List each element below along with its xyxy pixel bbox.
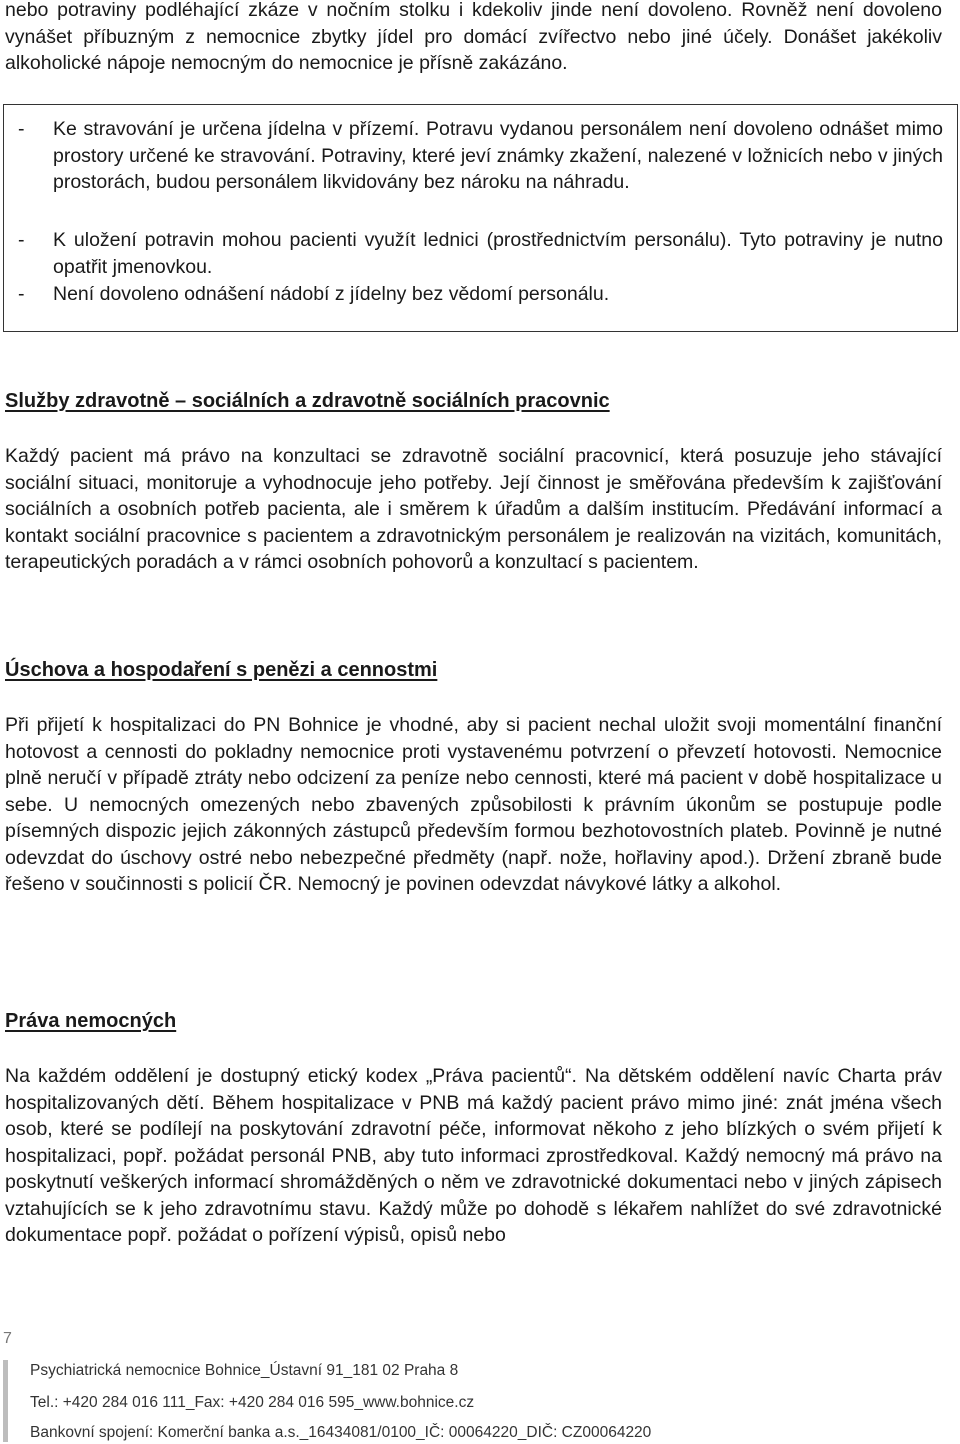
footer-bar (3, 1360, 8, 1442)
footer-address: Psychiatrická nemocnice Bohnice_Ústavní 91_181 02 Praha 8 (30, 1362, 459, 1379)
section-heading: Práva nemocných (5, 1010, 177, 1032)
section-heading: Služby zdravotně – sociálních a zdravotně sociálních pracovnic (5, 390, 610, 412)
box-bullet: - Není dovoleno odnášení nádobí z jídelny bez vědomí personálu. (18, 283, 610, 305)
footer-bank: Bankovní spojení: Komerční banka a.s._16434081/0100_IČ: 00064220_DIČ: CZ00064220 (30, 1424, 652, 1441)
box-bullet: - Ke stravování je určena jídelna v přízemí. Potravu vydanou personálem není dovoleno odnášet mimo prostory určené ke stravování. Potraviny, které jeví známky zkažení, nalezené v ložnicích nebo v jiných prostorách, budou personálem likvidovány bez nároku na náhradu. (18, 118, 943, 193)
page-number: 7 (3, 1330, 12, 1347)
section-body: Na každém oddělení je dostupný etický kodex „Práva pacientů“. Na dětském oddělení navíc Charta práv hospitalizovaných dětí. Během hospitalizace v PNB má každý pacient právo mimo jiné: znát jména všech osob, které se podílejí na poskytování zdravotní péče, informovat někoho z jeho blízkých o svém přijetí k hospitalizaci, popř. požádat personál PNB, aby tuto informaci zprostředkoval. Každý nemocný má právo na poskytnutí veškerých informací shromážděných o něm ve zdravotnické dokumentaci nebo v jiných zápisech vztahujících se k jeho zdravotnímu stavu. Každý může po dohodě s lékařem nahlížet do své zdravotnické dokumentace popř. požádat o pořízení výpisů, opisů nebo (5, 1065, 942, 1246)
box-bullet: - K uložení potravin mohou pacienti využít lednici (prostřednictvím personálu). Tyto potraviny je nutno opatřit jmenovkou. (18, 229, 943, 278)
intro-paragraph: nebo potraviny podléhající zkáze v nočním stolku i kdekoliv jinde není dovoleno. Rovněž není dovoleno vynášet příbuzným z nemocnice zbytky jídel pro domácí zvířectvo nebo jiné účely. Donášet jakékoliv alkoholické nápoje nemocným do nemocnice je přísně zakázáno. (5, 0, 942, 74)
food-rules-box (3, 104, 958, 332)
section-body: Každý pacient má právo na konzultaci se zdravotně sociální pracovnicí, která posuzuje jeho stávající sociální situaci, monitoruje a vyhodnocuje jeho potřeby. Její činnost je směřována především k zajišťování sociálních a osobních potřeb pacienta, ale i směrem k úřadům a dalším institucím. Předávání informací a kontakt sociální pracovnice s pacientem a zdravotnickým personálem je realizován na vizitách, komunitách, terapeutických poradách a v rámci osobních pohovorů a konzultací s pacientem. (5, 445, 942, 573)
section-heading: Úschova a hospodaření s penězi a cennostmi (5, 659, 438, 681)
footer-contact: Tel.: +420 284 016 111_Fax: +420 284 016 595_www.bohnice.cz (30, 1394, 475, 1411)
section-body: Při přijetí k hospitalizaci do PN Bohnice je vhodné, aby si pacient nechal uložit svoji momentální finanční hotovost a cennosti do pokladny nemocnice proti vystavenému potvrzení o převzetí hotovosti. Nemocnice plně neručí v případě ztráty nebo odcizení za peníze nebo cennosti, které má pacient v době hospitalizace u sebe. U nemocných omezených nebo zbavených způsobilosti k právním úkonům se postupuje podle písemných dispozic jejich zákonných zástupců především formou bezhotovostních plateb. Povinně je nutné odevzdat do úschovy ostré nebo nebezpečné předměty (např. nože, hořlaviny apod.). Držení zbraně bude řešeno v součinnosti s policií ČR. Nemocný je povinen odevzdat návykové látky a alkohol. (5, 714, 942, 895)
